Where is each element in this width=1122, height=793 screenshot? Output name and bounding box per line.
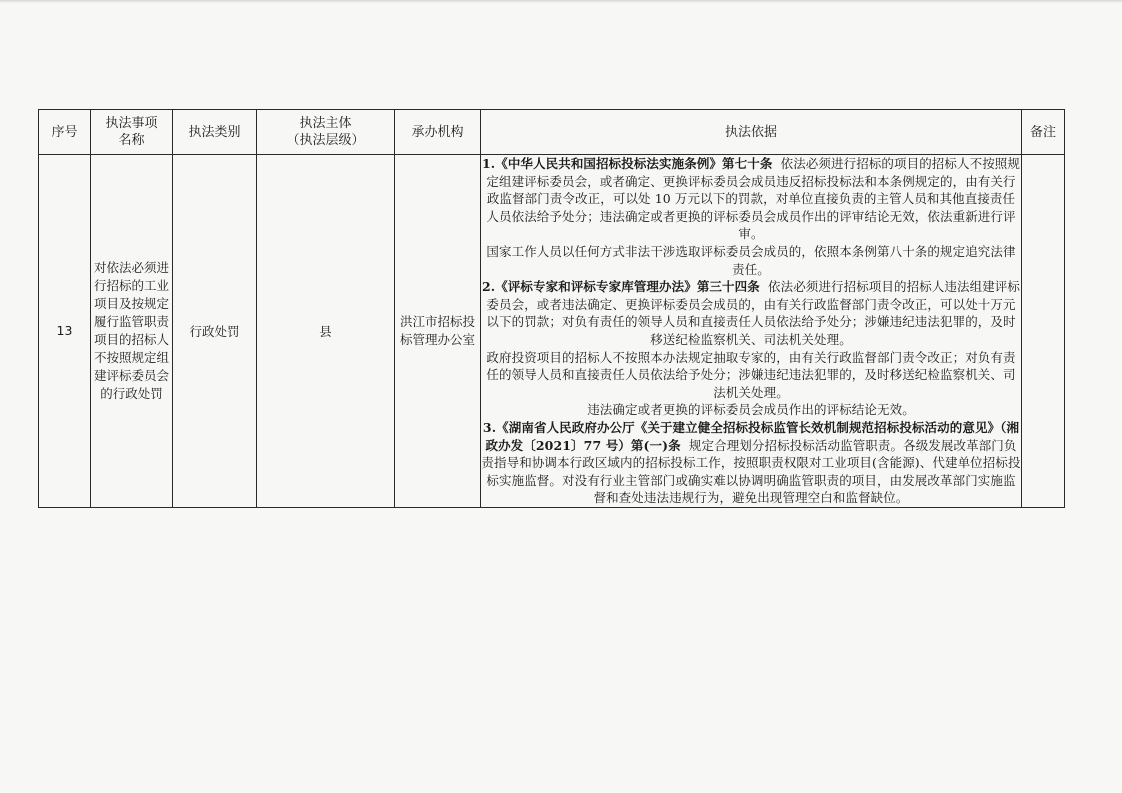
basis-item3-title: 3.《湖南省人民政府办公厅《关于建立健全招标投标监管长效机制规范招标投标活动的意见》（湘政办发〔2021〕77 号）第(一)条 [482, 419, 1020, 453]
header-basis: 执法依据 [481, 110, 1022, 155]
row-org: 洪江市招标投标管理办公室 [395, 155, 481, 508]
table-header-row [39, 110, 1065, 155]
header-matter [91, 110, 173, 155]
table-row [39, 155, 1065, 508]
header-remark: 备注 [1022, 110, 1065, 155]
header-matter-line2: 名称 [118, 133, 145, 148]
basis-item2-title: 2.《评标专家和评标专家库管理办法》第三十四条 [481, 279, 760, 295]
basis-item1-text: 依法必须进行招标的项目的招标人不按照规定组建评标委员会，或者确定、更换评标委员会成员违反招标投标法和本条例规定的，由有关行政监督部门责令改正，可以处 10 万元以下的罚款，对单位直接负责的主管人员和其他直接责任人员依法给予处分；违法确定或者更换的评标委员会成员作出的评审结论无效，依法重新进行评审。 [486, 156, 1020, 242]
header-matter-line1: 执法事项 [105, 116, 158, 131]
header-index: 序号 [39, 110, 91, 155]
row-type: 行政处罚 [173, 155, 257, 508]
row-level: 县 [257, 155, 395, 508]
row-matter: 对依法必须进行招标的工业项目及按规定履行监管职责项目的招标人不按照规定组建评标委员会的行政处罚 [91, 155, 173, 508]
scan-edge-shadow [0, 0, 1122, 3]
basis-item2-text: 依法必须进行招标项目的招标人违法组建评标委员会，或者违法确定、更换评标委员会成员的，由有关行政监督部门责令改正，可以处十万元以下的罚款；对负有责任的领导人员和直接责任人员依法给予处分；涉嫌违纪违法犯罪的，及时移送纪检监察机关、司法机关处理。 [486, 279, 1021, 347]
header-org: 承办机构 [395, 110, 481, 155]
header-subject-line2: （执法层级） [286, 133, 365, 148]
basis-item2-text2: 政府投资项目的招标人不按照本办法规定抽取专家的，由有关行政监督部门责令改正；对负有责任的领导人员和直接责任人员依法给予处分；涉嫌违纪违法犯罪的，及时移送纪检监察机关、司法机关处理。 [486, 349, 1016, 400]
enforcement-table [38, 109, 1065, 508]
row-index: 13 [39, 155, 91, 508]
header-type: 执法类别 [173, 110, 257, 155]
header-subject-line1: 执法主体 [299, 116, 352, 131]
basis-item2-text3: 违法确定或者更换的评标委员会成员作出的评标结论无效。 [587, 402, 915, 418]
row-remark [1022, 155, 1065, 508]
basis-item3-text: 规定合理划分招标投标活动监管职责。各级发展改革部门负责指导和协调本行政区域内的招标投标工作，按照职责权限对工业项目(含能源)、代建单位招标投标实施监督。对没有行业主管部门或确实难以协调明确监管职责的项目，由发展改革部门实施监督和查处违法违规行为，避免出现管理空白和监督缺位。 [481, 437, 1021, 506]
header-subject [257, 110, 395, 155]
basis-item1-text2: 国家工作人员以任何方式非法干涉选取评标委员会成员的，依照本条例第八十条的规定追究法律责任。 [486, 243, 1016, 277]
basis-item1-title: 1.《中华人民共和国招标投标法实施条例》第七十条 [481, 156, 773, 171]
row-basis [481, 155, 1022, 508]
